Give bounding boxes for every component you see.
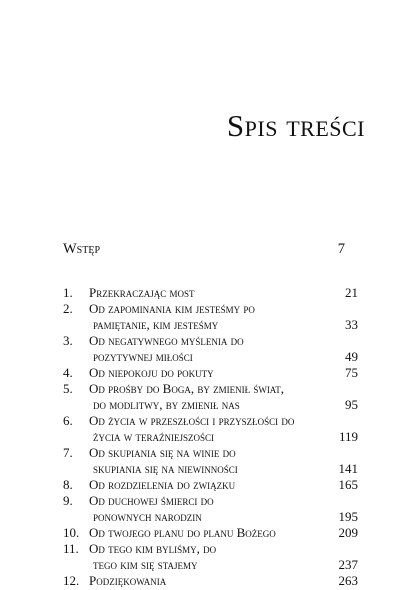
toc-entry <box>63 285 358 301</box>
chapter-page-number: 119 <box>338 429 358 444</box>
chapter-title-line: Od życia w przeszłości i przyszłości do <box>89 413 295 428</box>
chapter-title-line: Od prośby do Boga, by zmienił świat, <box>89 381 285 396</box>
toc-entry <box>63 573 358 589</box>
toc-intro-entry <box>63 241 345 257</box>
toc-entry <box>63 365 358 381</box>
chapter-page-number: 195 <box>338 509 358 524</box>
chapter-title-line: tego kim się stajemy <box>93 557 198 572</box>
toc-entry <box>63 493 358 525</box>
chapter-number: 1. <box>63 285 73 300</box>
chapter-title-line: Od tego kim byliśmy, do <box>89 541 217 556</box>
chapter-number: 6. <box>63 413 73 428</box>
toc-entry <box>63 525 358 541</box>
page-title: Spis treści <box>226 108 365 143</box>
chapter-number: 3. <box>63 333 73 348</box>
chapter-title-line: Od skupiania się na winie do <box>89 445 236 460</box>
chapter-page-number: 49 <box>345 349 358 364</box>
chapter-title-line: Od duchowej śmierci do <box>89 493 214 508</box>
chapter-number: 4. <box>63 365 73 380</box>
chapter-title-line: Od rozdzielenia do związku <box>89 477 236 492</box>
chapter-title-line: Od niepokoju do pokuty <box>89 365 214 380</box>
chapter-title-line: ponownych narodzin <box>93 509 202 524</box>
intro-label: Wstęp <box>63 241 101 257</box>
chapter-title-line: skupiania się na niewinności <box>93 461 238 476</box>
intro-page-number: 7 <box>337 241 345 257</box>
table-of-contents <box>63 285 358 589</box>
chapter-page-number: 165 <box>338 477 358 492</box>
chapter-page-number: 209 <box>338 525 358 540</box>
chapter-page-number: 263 <box>338 573 358 588</box>
toc-entry <box>63 333 358 365</box>
toc-entry <box>63 445 358 477</box>
chapter-number: 9. <box>63 493 73 508</box>
chapter-number: 2. <box>63 301 73 316</box>
chapter-number: 8. <box>63 477 73 492</box>
chapter-number: 12. <box>63 573 80 588</box>
chapter-page-number: 33 <box>345 317 358 332</box>
chapter-title-line: do modlitwy, by zmienił nas <box>93 397 240 412</box>
chapter-page-number: 95 <box>345 397 358 412</box>
chapter-title-line: Podziękowania <box>89 573 167 588</box>
chapter-title-line: Przekraczając most <box>89 285 195 300</box>
chapter-number: 7. <box>63 445 73 460</box>
chapter-title-line: życia w teraźniejszości <box>93 429 214 444</box>
chapter-page-number: 141 <box>338 461 358 476</box>
chapter-page-number: 75 <box>345 365 358 380</box>
chapter-title-line: pozytywnej miłości <box>93 349 193 364</box>
chapter-title-line: Od twojego planu do planu Bożego <box>89 525 276 540</box>
chapter-number: 5. <box>63 381 73 396</box>
chapter-number: 11. <box>63 541 79 556</box>
toc-entry <box>63 301 358 333</box>
toc-entry <box>63 381 358 413</box>
toc-entry <box>63 477 358 493</box>
chapter-page-number: 21 <box>345 285 358 300</box>
chapter-page-number: 237 <box>338 557 358 572</box>
toc-entry <box>63 541 358 573</box>
chapter-title-line: Od negatywnego myślenia do <box>89 333 244 348</box>
chapter-title-line: Od zapominania kim jesteśmy po <box>89 301 255 316</box>
chapter-number: 10. <box>63 525 80 540</box>
toc-entry <box>63 413 358 445</box>
chapter-title-line: pamiętanie, kim jesteśmy <box>93 317 219 332</box>
